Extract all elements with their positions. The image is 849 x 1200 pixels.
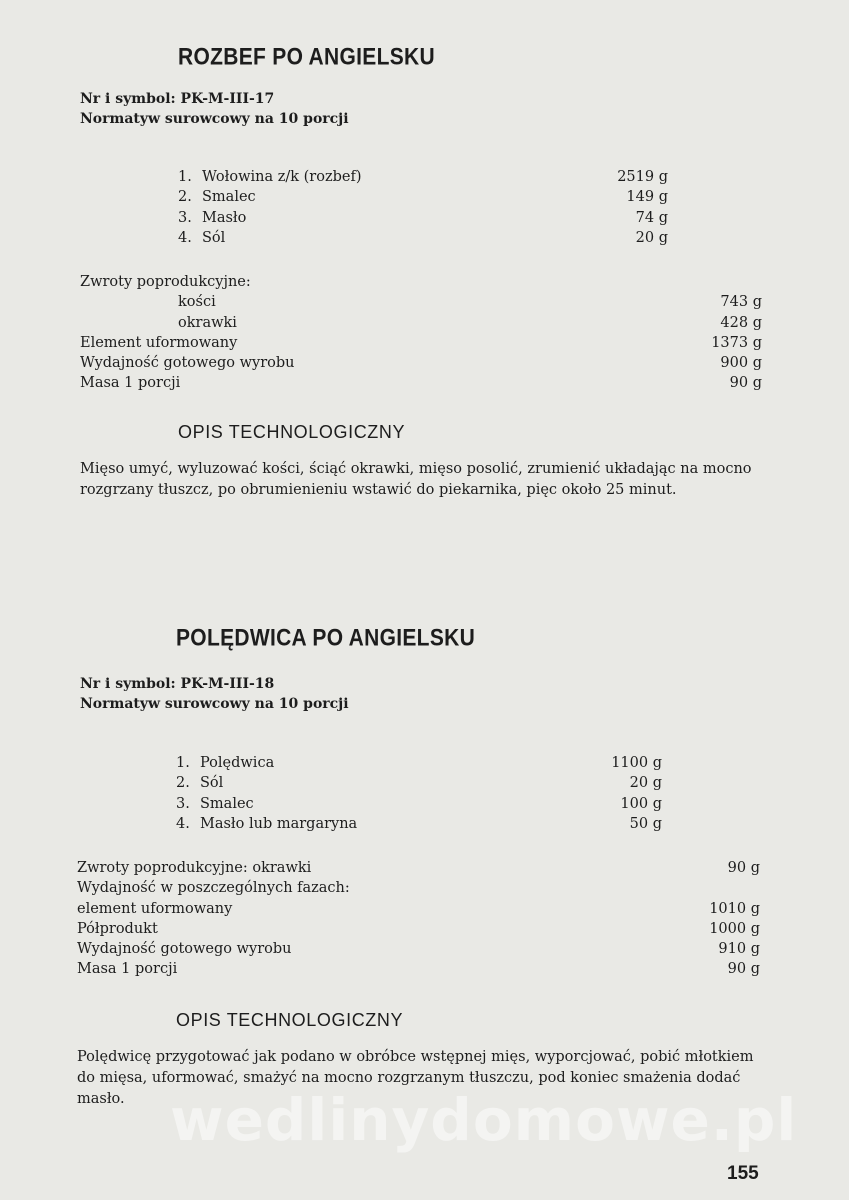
ingredient-name: Masło lub margaryna [200,815,358,832]
recipe1-ingredients [178,167,668,248]
watermark: wedlinydomowe.pl [170,1086,798,1154]
yield-name: Masa 1 porcji [80,375,181,392]
line-name: Półprodukt [77,920,158,937]
ingredient-qty: 100 g [620,795,662,812]
ingredient-name: Smalec [200,795,254,812]
recipe1-returns [80,272,762,394]
ingredient-name: Sól [200,775,224,792]
ingredient-num: 1. [176,755,190,771]
recipe2-meta [80,674,349,714]
ingredient-name: Smalec [202,189,256,206]
line-row [77,939,760,959]
ingredient-num: 3. [178,209,192,226]
recipe2-symbol: Nr i symbol: PK-M-III-18 [80,676,275,692]
recipe1-opis-heading: OPIS TECHNOLOGICZNY [178,422,406,442]
returns-heading: Zwroty poprodukcyjne: [80,274,251,290]
ingredient-qty: 20 g [629,775,662,792]
return-name: okrawki [178,314,237,331]
ingredient-num: 3. [176,795,190,812]
ingredient-name: Masło [202,209,247,226]
ingredient-row [176,773,662,793]
yield-qty: 1373 g [711,334,762,351]
ingredient-row [178,187,668,207]
ingredient-row [176,753,662,773]
line-name: Wydajność gotowego wyrobu [77,941,292,958]
return-name: kości [178,294,216,311]
ingredient-row [176,794,662,814]
recipe1-meta [80,89,349,129]
ingredient-num: 2. [178,189,192,206]
recipe1-opis-text: Mięso umyć, wyluzować kości, ściąć okrawki, mięso posolić, zrumienić układając na mocno rozgrzany tłuszcz, po obrumienieniu wstawić do piekarnika, pięc około 25 minut. [80,461,752,498]
ingredient-qty: 2519 g [617,169,668,185]
line-qty: 1010 g [709,900,760,917]
ingredient-row [176,814,662,834]
line-name: Wydajność w poszczególnych fazach: [77,880,350,897]
ingredient-row [178,167,668,187]
returns-heading-row [80,272,762,292]
yield-row [80,373,762,393]
yield-row [80,353,762,373]
line-qty: 1000 g [709,920,760,937]
line-qty: 910 g [718,941,760,958]
ingredient-qty: 1100 g [611,755,662,771]
ingredient-qty: 74 g [635,209,668,226]
yield-name: Wydajność gotowego wyrobu [80,355,295,372]
ingredient-num: 1. [178,169,192,185]
recipe1-title: ROZBEF PO ANGIELSKU [178,44,435,71]
yield-qty: 900 g [720,355,762,372]
recipe2-ingredients [176,753,662,834]
ingredient-num: 2. [176,775,190,792]
recipe2-normatyw: Normatyw surowcowy na 10 porcji [80,696,349,712]
return-row [80,292,762,312]
line-qty: 90 g [727,860,760,876]
recipe2-title: POLĘDWICA PO ANGIELSKU [176,625,476,652]
line-name: Zwroty poprodukcyjne: okrawki [77,860,312,876]
ingredient-name: Polędwica [200,755,275,771]
ingredient-row [178,228,668,248]
ingredient-qty: 149 g [626,189,668,206]
ingredient-qty: 20 g [635,229,668,246]
ingredient-name: Wołowina z/k (rozbef) [202,169,362,185]
yield-qty: 90 g [729,375,762,392]
ingredient-qty: 50 g [629,815,662,832]
recipe2-opis-text: Polędwicę przygotować jak podano w obróbce wstępnej mięs, wyporcjować, pobić młotkiem do mięsa, uformować, smażyć na mocno rozgrzanym tłuszczu, pod koniec smażenia dodać masło. [77,1049,754,1107]
ingredient-num: 4. [178,229,192,246]
line-row [77,899,760,919]
line-row [77,919,760,939]
return-row [80,313,762,333]
recipe1-normatyw: Normatyw surowcowy na 10 porcji [80,111,349,127]
line-row [77,878,760,898]
return-qty: 743 g [720,294,762,311]
recipe2-opis-heading: OPIS TECHNOLOGICZNY [176,1010,404,1030]
ingredient-row [178,208,668,228]
return-qty: 428 g [720,314,762,331]
line-qty: 90 g [727,961,760,978]
yield-name: Element uformowany [80,334,238,351]
recipe2-lines [77,858,760,980]
recipe1-symbol: Nr i symbol: PK-M-III-17 [80,91,275,107]
ingredient-num: 4. [176,815,190,832]
yield-row [80,333,762,353]
line-row [77,858,760,878]
page-number: 155 [727,1163,759,1184]
ingredient-name: Sól [202,229,226,246]
line-name: element uformowany [77,900,233,917]
line-name: Masa 1 porcji [77,961,178,978]
line-row [77,959,760,979]
